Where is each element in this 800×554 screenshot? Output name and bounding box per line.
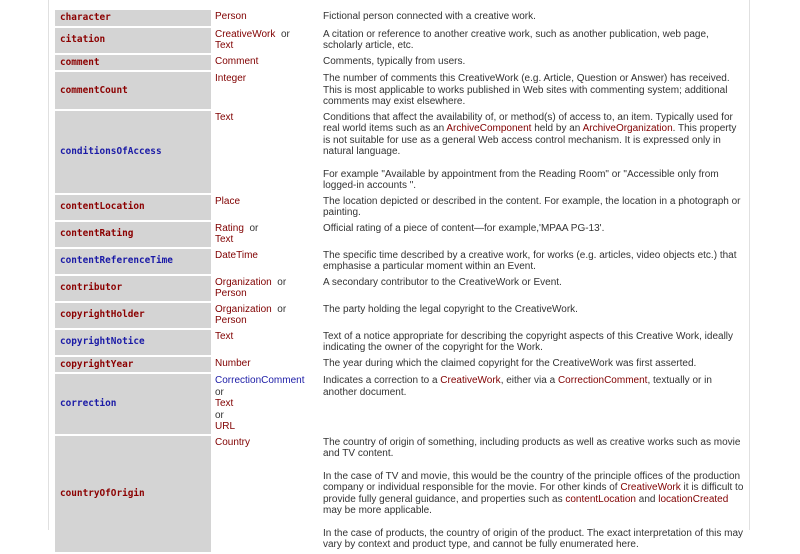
description-paragraph: [323, 331, 745, 354]
property-description: [314, 436, 745, 552]
property-name[interactable]: contentRating: [55, 222, 211, 247]
description-text: , either via a: [500, 375, 558, 386]
expected-type-cell: [211, 249, 314, 274]
property-name[interactable]: copyrightNotice: [55, 330, 211, 355]
property-description: [314, 330, 745, 355]
expected-type-link[interactable]: DateTime: [215, 249, 258, 261]
description-text: The location depicted or described in the content. For example, the location in a photograph or painting.: [323, 195, 741, 218]
type-or-separator: or: [280, 28, 290, 40]
description-paragraph: [323, 437, 745, 460]
expected-type-cell: [211, 28, 314, 53]
expected-type-link[interactable]: Integer: [215, 73, 247, 84]
expected-type-cell: [211, 436, 314, 552]
expected-type-cell: [211, 222, 314, 247]
property-row: [55, 28, 745, 53]
expected-type-link[interactable]: Text: [215, 111, 234, 123]
property-description: [314, 195, 745, 220]
description-text: Conditions that affect the availability of, or method(s) of access to, an item. Typically used for real world items such as an: [323, 111, 733, 134]
expected-type-link[interactable]: Person: [215, 11, 247, 22]
description-link[interactable]: ArchiveOrganization: [582, 123, 673, 134]
expected-type-link[interactable]: Text: [215, 40, 234, 51]
expected-type-link[interactable]: Country: [215, 436, 251, 448]
expected-type-cell: [211, 111, 314, 193]
description-paragraph: [323, 304, 745, 316]
expected-type-link[interactable]: CreativeWork: [215, 28, 276, 40]
description-text: it is difficult to provide fully general guidance, and properties such as: [323, 482, 744, 505]
property-row: [55, 357, 745, 373]
description-text: In the case of TV and movie, this would be the country of the principle offices of the production company or individual responsible for the movie. For other kinds of: [323, 470, 741, 493]
description-paragraph: [323, 358, 745, 370]
expected-type-cell: [211, 72, 314, 109]
description-text: The specific time described by a creative work, for works (e.g. articles, video objects etc.) that emphasise a particular moment within an Event.: [323, 249, 737, 272]
description-paragraph: [323, 56, 745, 68]
expected-type-link[interactable]: Rating: [215, 222, 244, 234]
property-row: [55, 436, 745, 552]
description-text: Text of a notice appropriate for describing the copyright aspects of this Creative Work, ideally indicating the owner of the copyright for the Work.: [323, 330, 734, 353]
description-text: The country of origin of something, including products as well as creative works such as movie and TV content.: [323, 436, 741, 459]
description-link[interactable]: CreativeWork: [620, 482, 681, 493]
description-paragraph: [323, 73, 745, 108]
description-link[interactable]: locationCreated: [658, 493, 729, 505]
expected-type-link[interactable]: Organization: [215, 303, 272, 315]
description-text: The number of comments this CreativeWork (e.g. Article, Question or Answer) has received. This is most applicable to works published in Web sites with commenting system; additional comments may exist elsewhere.: [323, 73, 730, 107]
description-text: In the case of products, the country of origin of the product. The exact interpretation of this may vary by context and product type, and cannot be fully enumerated here.: [323, 527, 744, 550]
property-row: [55, 222, 745, 247]
property-description: [314, 222, 745, 247]
type-or-separator: or: [277, 276, 287, 288]
property-description: [314, 72, 745, 109]
description-paragraph: [323, 277, 745, 289]
property-row: [55, 249, 745, 274]
property-name[interactable]: contentLocation: [55, 195, 211, 220]
description-text: Fictional person connected with a creative work.: [323, 11, 536, 22]
description-link[interactable]: CreativeWork: [440, 375, 501, 386]
property-row: [55, 374, 745, 434]
property-description: [314, 55, 745, 71]
expected-type-link[interactable]: URL: [215, 421, 236, 432]
description-paragraph: [323, 29, 745, 52]
description-text: A citation or reference to another creative work, such as another publication, web page, scholarly article, etc.: [323, 28, 709, 51]
property-description: [314, 303, 745, 328]
description-paragraph: [323, 471, 745, 517]
type-or-separator: or: [215, 409, 224, 421]
description-text: For example "Available by appointment from the Reading Room" or "Accessible only from logged-in accounts ".: [323, 168, 719, 191]
property-name[interactable]: comment: [55, 55, 211, 71]
expected-type-cell: [211, 55, 314, 71]
description-link[interactable]: ArchiveComponent: [446, 123, 532, 134]
description-text: and: [636, 493, 659, 505]
property-name[interactable]: conditionsOfAccess: [55, 111, 211, 193]
property-row: [55, 330, 745, 355]
description-paragraph: [323, 375, 745, 398]
expected-type-cell: [211, 195, 314, 220]
description-link[interactable]: contentLocation: [565, 493, 636, 505]
description-text: The party holding the legal copyright to the CreativeWork.: [323, 303, 578, 315]
expected-type-link[interactable]: Text: [215, 330, 234, 342]
expected-type-link[interactable]: Place: [215, 195, 241, 207]
description-text: . This property is not suitable for use as a general Web access control mechanism. It is expressed only in natural language.: [323, 123, 737, 157]
expected-type-link[interactable]: CorrectionComment: [215, 375, 305, 386]
content-frame: [48, 0, 750, 550]
description-text: , textually or in another document.: [323, 375, 712, 398]
type-or-separator: or: [215, 386, 224, 398]
description-text: may be more applicable.: [323, 505, 432, 516]
property-name[interactable]: contentReferenceTime: [55, 249, 211, 274]
description-paragraph: [323, 528, 745, 551]
description-text: A secondary contributor to the CreativeWork or Event.: [323, 276, 562, 288]
property-name[interactable]: copyrightYear: [55, 357, 211, 373]
expected-type-cell: [211, 374, 314, 434]
expected-type-link[interactable]: Text: [215, 234, 234, 245]
property-row: [55, 10, 745, 26]
property-description: [314, 374, 745, 434]
description-paragraph: [323, 112, 745, 158]
type-or-separator: or: [277, 303, 287, 315]
expected-type-link[interactable]: Number: [215, 357, 251, 369]
expected-type-cell: [211, 303, 314, 328]
property-description: [314, 28, 745, 53]
property-description: [314, 276, 745, 301]
description-paragraph: [323, 169, 745, 192]
property-description: [314, 249, 745, 274]
expected-type-link[interactable]: Organization: [215, 276, 272, 288]
description-text: The year during which the claimed copyright for the CreativeWork was first asserted.: [323, 357, 697, 369]
property-row: [55, 55, 745, 71]
expected-type-cell: [211, 10, 314, 26]
description-paragraph: [323, 223, 745, 235]
property-name[interactable]: contributor: [55, 276, 211, 301]
property-description: [314, 357, 745, 373]
description-text: Comments, typically from users.: [323, 55, 466, 67]
description-text: Official rating of a piece of content—for example,'MPAA PG-13'.: [323, 222, 605, 234]
property-table: [55, 8, 745, 554]
property-row: [55, 72, 745, 109]
type-or-separator: or: [249, 222, 259, 234]
description-paragraph: [323, 11, 745, 23]
expected-type-link[interactable]: Person: [215, 315, 247, 326]
property-name[interactable]: character: [55, 10, 211, 26]
expected-type-link[interactable]: Comment: [215, 55, 259, 67]
expected-type-link[interactable]: Text: [215, 398, 234, 409]
expected-type-cell: [211, 330, 314, 355]
property-name[interactable]: countryOfOrigin: [55, 436, 211, 552]
property-row: [55, 303, 745, 328]
property-row: [55, 195, 745, 220]
description-text: Indicates a correction to a: [323, 375, 441, 386]
description-link[interactable]: CorrectionComment: [557, 375, 648, 386]
expected-type-cell: [211, 357, 314, 373]
expected-type-link[interactable]: Person: [215, 288, 247, 299]
property-description: [314, 111, 745, 193]
property-name[interactable]: correction: [55, 374, 211, 434]
property-name[interactable]: citation: [55, 28, 211, 53]
description-paragraph: [323, 196, 745, 219]
description-text: held by an: [531, 123, 583, 134]
property-row: [55, 111, 745, 193]
property-name[interactable]: commentCount: [55, 72, 211, 109]
property-name[interactable]: copyrightHolder: [55, 303, 211, 328]
property-description: [314, 10, 745, 26]
expected-type-cell: [211, 276, 314, 301]
description-paragraph: [323, 250, 745, 273]
property-row: [55, 276, 745, 301]
